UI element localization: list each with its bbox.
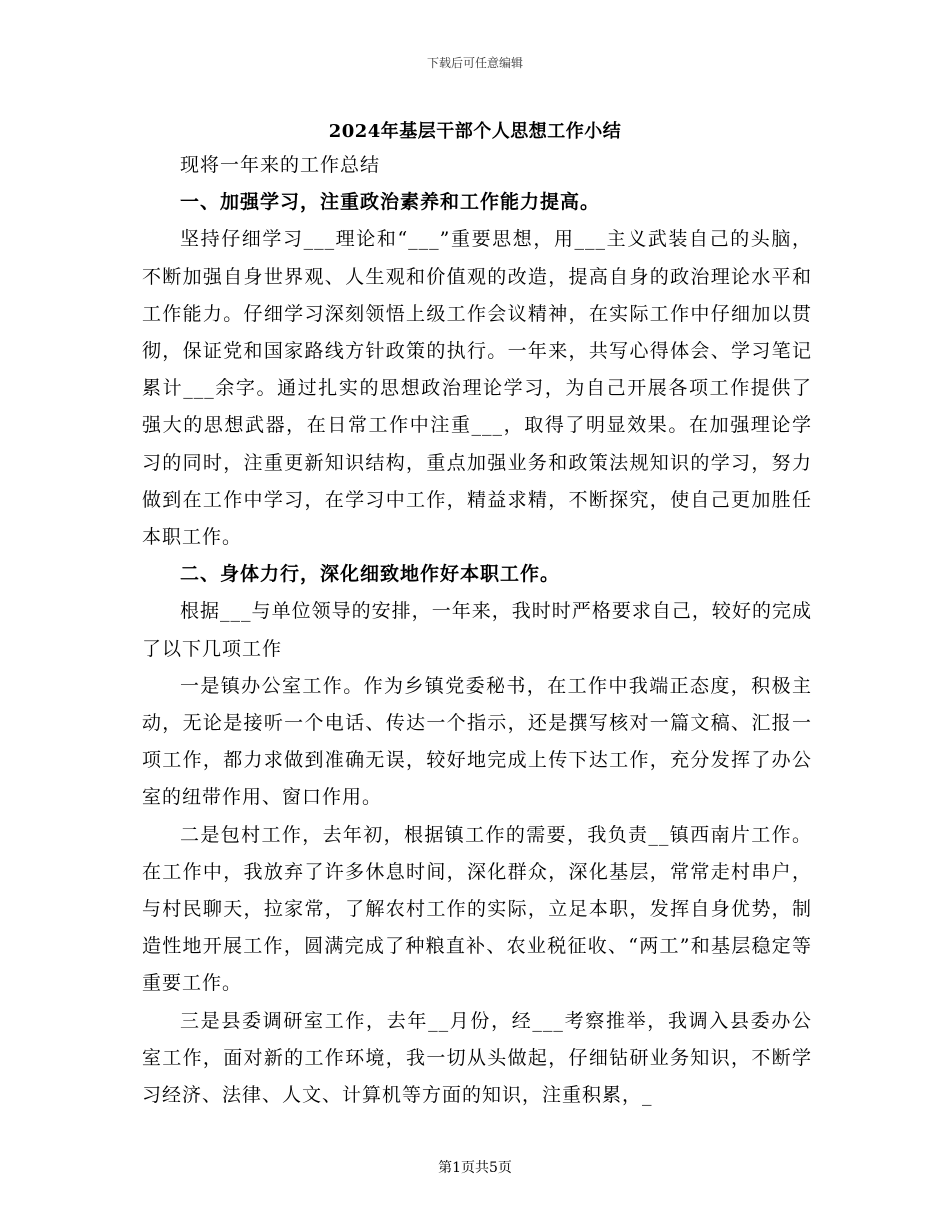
- intro-paragraph: 现将一年来的工作总结: [180, 154, 381, 176]
- section-heading-2: 二、身体力行，深化细致地作好本职工作。: [180, 563, 561, 586]
- body-paragraph: 坚持仔细学习___理论和“___”重要思想，用___主义武装自己的头脑，不断加强自身世界观、人生观和价值观的改造，提高自身的政治理论水平和工作能力。仔细学习深刻领悟上级工作会议精神，在实际工作中仔细加以贯彻，保证党和国家路线方针政策的执行。一年来，共写心得体会、学习笔记累计___余字。通过扎实的思想政治理论学习，为自己开展各项工作提供了强大的思想武器，在日常工作中注重___，取得了明显效果。在加强理论学习的同时，注重更新知识结构，重点加强业务和政策法规知识的学习，努力做到在工作中学习，在学习中工作，精益求精，不断探究，使自己更加胜任本职工作。: [142, 228, 812, 549]
- section-heading-1: 一、加强学习，注重政治素养和工作能力提高。: [180, 191, 601, 214]
- body-paragraph: 一是镇办公室工作。作为乡镇党委秘书，在工作中我端正态度，积极主动，无论是接听一个电话、传达一个指示，还是撰写核对一篇文稿、汇报一项工作，都力求做到准确无误，较好地完成上传下达工作，充分发挥了办公室的纽带作用、窗口作用。: [142, 674, 812, 809]
- header-note: 下载后可任意编辑: [426, 56, 523, 70]
- page-footer: 第1页共5页: [438, 1160, 512, 1176]
- body-paragraph: 三是县委调研室工作，去年__月份，经___考察推举，我调入县委办公室工作，面对新的工作环境，我一切从头做起，仔细钻研业务知识，不断学习经济、法律、人文、计算机等方面的知识，注重积累，_: [142, 1009, 812, 1107]
- body-paragraph: 根据___与单位领导的安排，一年来，我时时严格要求自己，较好的完成了以下几项工作: [142, 600, 812, 660]
- document-body: [142, 147, 812, 1114]
- body-paragraph: 二是包村工作，去年初，根据镇工作的需要，我负责__镇西南片工作。在工作中，我放弃了许多休息时间，深化群众，深化基层，常常走村串户，与村民聊天，拉家常，了解农村工作的实际，立足本职，发挥自身优势，制造性地开展工作，圆满完成了种粮直补、农业税征收、“两工”和基层稳定等重要工作。: [142, 823, 812, 995]
- document-title: 2024年基层干部个人思想工作小结: [328, 121, 622, 142]
